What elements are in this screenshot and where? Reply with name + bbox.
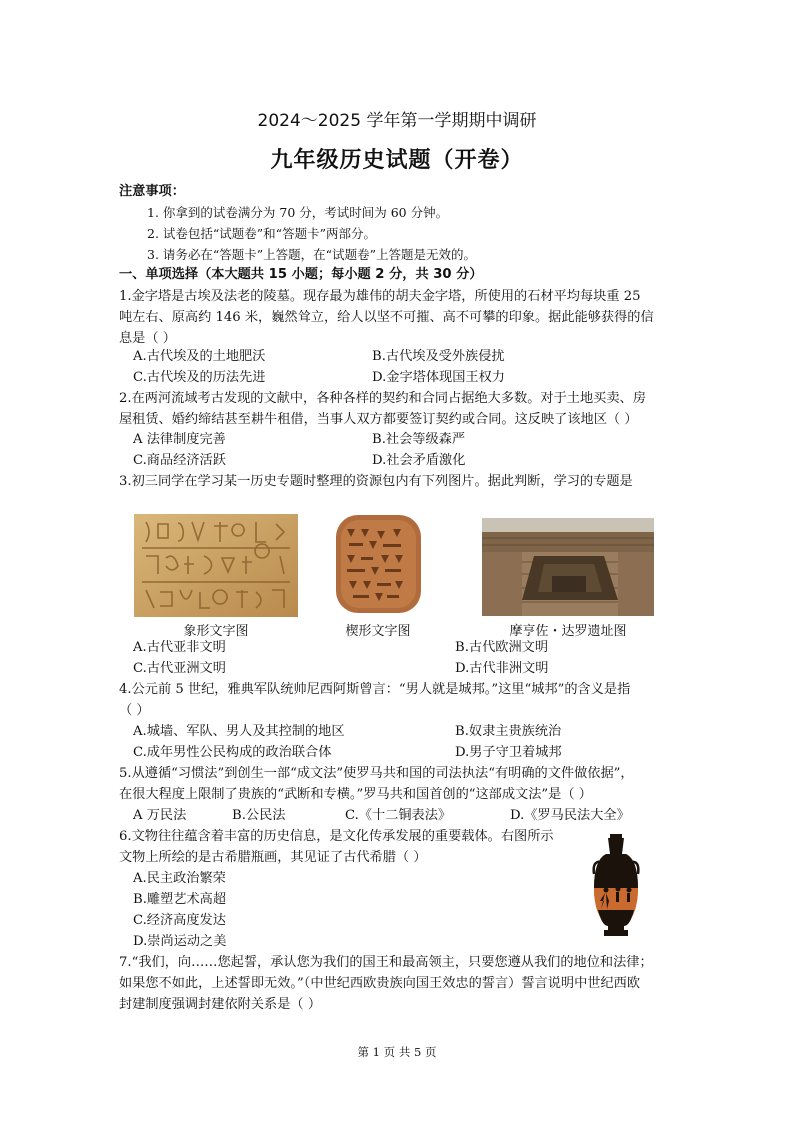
note-item: 2. 试卷包括“试题卷”和“答题卡”两部分。 (147, 226, 376, 241)
image-caption-cuneiform: 楔形文字图 (345, 624, 411, 639)
q5-option-a: A 万民法 (133, 808, 187, 823)
note-item: 1. 你拿到的试卷满分为 70 分，考试时间为 60 分钟。 (147, 205, 449, 220)
q6-option-a: A.民主政治繁荣 (133, 871, 226, 886)
q2-option-d: D.社会矛盾激化 (372, 453, 466, 468)
q4-option-b: B.奴隶主贵族统治 (455, 724, 562, 739)
q4-option-d: D.男子守卫着城邦 (455, 745, 562, 760)
q5-option-c: C.《十二铜表法》 (345, 808, 452, 823)
question-4-text: 4.公元前 5 世纪，雅典军队统帅尼西阿斯曾言：“男人就是城邦。”这里“城邦”的含义是指 (119, 682, 631, 697)
q6-option-c: C.经济高度发达 (133, 913, 226, 928)
notes-title: 注意事项： (119, 184, 185, 199)
question-1-text: 吨左右、原高约 146 米，巍然耸立，给人以坚不可摧、高不可攀的印象。据此能够获得的信 (119, 310, 654, 325)
mohenjo-daro-ruins-image (482, 518, 654, 616)
q3-option-c: C.古代亚洲文明 (133, 661, 226, 676)
q5-option-d: D.《罗马民法大全》 (510, 808, 630, 823)
cuneiform-tablet-image (333, 511, 424, 617)
question-1-text: 息是（ ） (119, 331, 176, 346)
question-1-text: 1.金字塔是古埃及法老的陵墓。现存最为雄伟的胡夫金字塔，所使用的石材平均每块重 25 (119, 289, 641, 304)
question-5-text: 在很大程度上限制了贵族的“武断和专横。”罗马共和国首创的“这部成文法”是（ ） (119, 787, 592, 802)
question-6-text: 文物上所绘的是古希腊瓶画，其见证了古代希腊（ ） (119, 850, 427, 865)
question-5-text: 5.从遵循“习惯法”到创生一部“成文法”使罗马共和国的司法执法“有明确的文件做依据”， (119, 766, 634, 781)
q2-option-c: C.商品经济活跃 (133, 453, 226, 468)
hieroglyph-image (134, 514, 298, 617)
note-item: 3. 请务必在“答题卡”上答题，在“试题卷”上答题是无效的。 (147, 247, 476, 262)
q6-option-b: B.雕塑艺术高超 (133, 892, 227, 907)
section-heading: 一、单项选择（本大题共 15 小题；每小题 2 分，共 30 分） (119, 267, 483, 282)
q2-option-a: A 法律制度完善 (133, 432, 226, 447)
question-7-text: 7.“我们，向……您起誓，承认您为我们的国王和最高领主，只要您遵从我们的地位和法律； (119, 955, 653, 970)
q3-option-d: D.古代非洲文明 (455, 661, 549, 676)
q1-option-c: C.古代埃及的历法先进 (133, 370, 266, 385)
q4-option-a: A.城墙、军队、男人及其控制的地区 (133, 724, 345, 739)
question-3-text: 3.初三同学在学习某一历史专题时整理的资源包内有下列图片。据此判断，学习的专题是 (119, 474, 633, 489)
question-2-text: 屋租赁、婚约缔结甚至耕牛租借，当事人双方都要签订契约或合同。这反映了该地区（ ） (119, 412, 638, 427)
question-2-text: 2.在两河流域考古发现的文献中，各种各样的契约和合同占据绝大多数。对于土地买卖、房 (119, 391, 646, 406)
question-7-text: 封建制度强调封建依附关系是（ ） (119, 997, 322, 1012)
q3-option-a: A.古代亚非文明 (133, 640, 226, 655)
question-6-text: 6.文物往往蕴含着丰富的历史信息，是文化传承发展的重要载体。右图所示 (119, 829, 554, 844)
q3-option-b: B.古代欧洲文明 (455, 640, 549, 655)
image-caption-mohenjo-daro: 摩亨佐・达罗遗址图 (509, 624, 627, 639)
q1-option-a: A.古代埃及的土地肥沃 (133, 349, 266, 364)
q5-option-b: B.公民法 (232, 808, 286, 823)
q4-option-c: C.成年男性公民构成的政治联合体 (133, 745, 332, 760)
exam-title: 2024～2025 学年第一学期期中调研 (257, 111, 537, 131)
image-caption-hieroglyph: 象形文字图 (183, 624, 249, 639)
page-footer: 第 1 页 共 5 页 (357, 1045, 437, 1059)
q1-option-d: D.金字塔体现国王权力 (372, 370, 505, 385)
question-7-text: 如果您不如此，上述誓即无效。”（中世纪西欧贵族向国王效忠的誓言）誓言说明中世纪西欧 (119, 976, 641, 991)
q6-option-d: D.崇尚运动之美 (133, 934, 227, 949)
q2-option-b: B.社会等级森严 (372, 432, 466, 447)
exam-subtitle: 九年级历史试题（开卷） (270, 148, 524, 173)
q1-option-b: B.古代埃及受外族侵扰 (372, 349, 505, 364)
question-4-text: （ ） (119, 703, 150, 718)
greek-vase-image (588, 832, 644, 944)
